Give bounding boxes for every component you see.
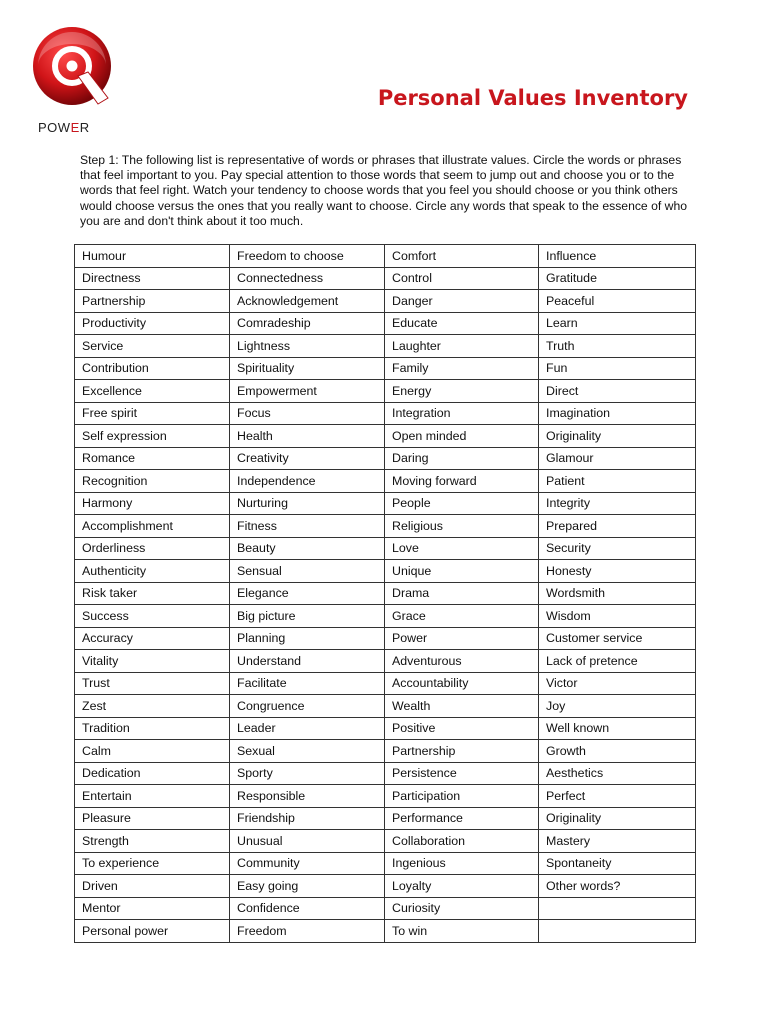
value-cell: Mastery [539, 830, 696, 853]
table-row [75, 290, 696, 313]
value-cell: Grace [385, 605, 539, 628]
value-cell: Unusual [230, 830, 385, 853]
value-cell: Connectedness [230, 267, 385, 290]
value-cell: Energy [385, 380, 539, 403]
value-cell [539, 897, 696, 920]
value-cell: Joy [539, 695, 696, 718]
value-cell: Truth [539, 335, 696, 358]
logo-text-prefix: POW [38, 120, 71, 135]
value-cell: Romance [75, 447, 230, 470]
value-cell: Humour [75, 245, 230, 268]
table-row [75, 492, 696, 515]
value-cell: Community [230, 852, 385, 875]
value-cell: Freedom to choose [230, 245, 385, 268]
value-cell: Collaboration [385, 830, 539, 853]
table-row [75, 875, 696, 898]
value-cell: Authenticity [75, 560, 230, 583]
table-row [75, 402, 696, 425]
value-cell: Productivity [75, 312, 230, 335]
value-cell: Love [385, 537, 539, 560]
value-cell: Wordsmith [539, 582, 696, 605]
value-cell: Other words? [539, 875, 696, 898]
value-cell: Power [385, 627, 539, 650]
value-cell: Partnership [385, 740, 539, 763]
value-cell: Beauty [230, 537, 385, 560]
table-row [75, 852, 696, 875]
value-cell: Creativity [230, 447, 385, 470]
value-cell: Moving forward [385, 470, 539, 493]
logo [30, 22, 114, 140]
table-row [75, 672, 696, 695]
value-cell: Fun [539, 357, 696, 380]
table-row [75, 582, 696, 605]
value-cell: Comradeship [230, 312, 385, 335]
value-cell: Friendship [230, 807, 385, 830]
value-cell: To win [385, 920, 539, 943]
table-row [75, 695, 696, 718]
value-cell: Self expression [75, 425, 230, 448]
value-cell: Sensual [230, 560, 385, 583]
table-row [75, 515, 696, 538]
value-cell: Freedom [230, 920, 385, 943]
table-row [75, 762, 696, 785]
value-cell: Facilitate [230, 672, 385, 695]
value-cell: Directness [75, 267, 230, 290]
value-cell: Laughter [385, 335, 539, 358]
value-cell: Positive [385, 717, 539, 740]
value-cell: Customer service [539, 627, 696, 650]
value-cell: Control [385, 267, 539, 290]
value-cell: Religious [385, 515, 539, 538]
value-cell: Loyalty [385, 875, 539, 898]
value-cell: Mentor [75, 897, 230, 920]
value-cell: Originality [539, 807, 696, 830]
table-row [75, 807, 696, 830]
table-row [75, 470, 696, 493]
table-row [75, 920, 696, 943]
value-cell: Glamour [539, 447, 696, 470]
value-cell: Focus [230, 402, 385, 425]
value-cell: Ingenious [385, 852, 539, 875]
value-cell: Big picture [230, 605, 385, 628]
table-row [75, 830, 696, 853]
value-cell: Aesthetics [539, 762, 696, 785]
value-cell: Learn [539, 312, 696, 335]
value-cell: Accuracy [75, 627, 230, 650]
value-cell: Unique [385, 560, 539, 583]
value-cell: Understand [230, 650, 385, 673]
value-cell: Lack of pretence [539, 650, 696, 673]
value-cell: Sexual [230, 740, 385, 763]
value-cell: Victor [539, 672, 696, 695]
value-cell: Dedication [75, 762, 230, 785]
value-cell: Responsible [230, 785, 385, 808]
value-cell: Growth [539, 740, 696, 763]
value-cell: Entertain [75, 785, 230, 808]
logo-text-suffix: R [79, 120, 90, 135]
value-cell: Wealth [385, 695, 539, 718]
value-cell: Influence [539, 245, 696, 268]
value-cell: Security [539, 537, 696, 560]
value-cell: Health [230, 425, 385, 448]
value-cell: Personal power [75, 920, 230, 943]
value-cell [539, 920, 696, 943]
page-title: Personal Values Inventory [377, 86, 688, 110]
value-cell: Comfort [385, 245, 539, 268]
value-cell: Direct [539, 380, 696, 403]
table-row [75, 312, 696, 335]
value-cell: Adventurous [385, 650, 539, 673]
value-cell: Congruence [230, 695, 385, 718]
value-cell: Open minded [385, 425, 539, 448]
value-cell: Service [75, 335, 230, 358]
table-row [75, 650, 696, 673]
value-cell: Wisdom [539, 605, 696, 628]
value-cell: Participation [385, 785, 539, 808]
value-cell: Family [385, 357, 539, 380]
value-cell: To experience [75, 852, 230, 875]
value-cell: Tradition [75, 717, 230, 740]
table-row [75, 357, 696, 380]
value-cell: Confidence [230, 897, 385, 920]
value-cell: Vitality [75, 650, 230, 673]
value-cell: Peaceful [539, 290, 696, 313]
value-cell: Calm [75, 740, 230, 763]
value-cell: Contribution [75, 357, 230, 380]
table-row [75, 335, 696, 358]
table-row [75, 425, 696, 448]
value-cell: Integration [385, 402, 539, 425]
value-cell: Well known [539, 717, 696, 740]
value-cell: Integrity [539, 492, 696, 515]
value-cell: Driven [75, 875, 230, 898]
value-cell: Leader [230, 717, 385, 740]
table-row [75, 897, 696, 920]
value-cell: Danger [385, 290, 539, 313]
intro-paragraph: Step 1: The following list is representative of words or phrases that illustrate values. Circle the words or phrases that feel important to you. Pay special attention to those words that seem to jump out and choose you or to the words that feel right. Watch your tendency to choose words that you feel you should choose or you think others would choose versus the ones that you really want to choose. Circle any words that speak to the essence of who you are and don't think about it too much. [80, 153, 688, 228]
value-cell: Imagination [539, 402, 696, 425]
value-cell: Excellence [75, 380, 230, 403]
table-row [75, 560, 696, 583]
table-row [75, 380, 696, 403]
value-cell: Success [75, 605, 230, 628]
table-row [75, 627, 696, 650]
value-cell: Independence [230, 470, 385, 493]
value-cell: Planning [230, 627, 385, 650]
value-cell: Empowerment [230, 380, 385, 403]
value-cell: Partnership [75, 290, 230, 313]
value-cell: Perfect [539, 785, 696, 808]
value-cell: People [385, 492, 539, 515]
value-cell: Accomplishment [75, 515, 230, 538]
value-cell: Originality [539, 425, 696, 448]
logo-text-accent: E [70, 120, 80, 135]
value-cell: Patient [539, 470, 696, 493]
value-cell: Acknowledgement [230, 290, 385, 313]
value-cell: Curiosity [385, 897, 539, 920]
value-cell: Harmony [75, 492, 230, 515]
table-row [75, 605, 696, 628]
value-cell: Accountability [385, 672, 539, 695]
table-row [75, 245, 696, 268]
logo-wordmark [38, 120, 118, 135]
value-cell: Trust [75, 672, 230, 695]
value-cell: Strength [75, 830, 230, 853]
value-cell: Spirituality [230, 357, 385, 380]
value-cell: Sporty [230, 762, 385, 785]
value-cell: Zest [75, 695, 230, 718]
value-cell: Spontaneity [539, 852, 696, 875]
values-table-body [75, 245, 696, 943]
values-table [74, 244, 696, 943]
value-cell: Recognition [75, 470, 230, 493]
value-cell: Performance [385, 807, 539, 830]
table-row [75, 740, 696, 763]
value-cell: Free spirit [75, 402, 230, 425]
value-cell: Gratitude [539, 267, 696, 290]
value-cell: Fitness [230, 515, 385, 538]
table-row [75, 717, 696, 740]
value-cell: Elegance [230, 582, 385, 605]
value-cell: Educate [385, 312, 539, 335]
value-cell: Risk taker [75, 582, 230, 605]
value-cell: Lightness [230, 335, 385, 358]
value-cell: Daring [385, 447, 539, 470]
table-row [75, 447, 696, 470]
value-cell: Orderliness [75, 537, 230, 560]
table-row [75, 785, 696, 808]
value-cell: Honesty [539, 560, 696, 583]
q-power-logo-icon [32, 22, 116, 118]
value-cell: Persistence [385, 762, 539, 785]
table-row [75, 267, 696, 290]
value-cell: Drama [385, 582, 539, 605]
value-cell: Pleasure [75, 807, 230, 830]
table-row [75, 537, 696, 560]
value-cell: Prepared [539, 515, 696, 538]
value-cell: Nurturing [230, 492, 385, 515]
value-cell: Easy going [230, 875, 385, 898]
